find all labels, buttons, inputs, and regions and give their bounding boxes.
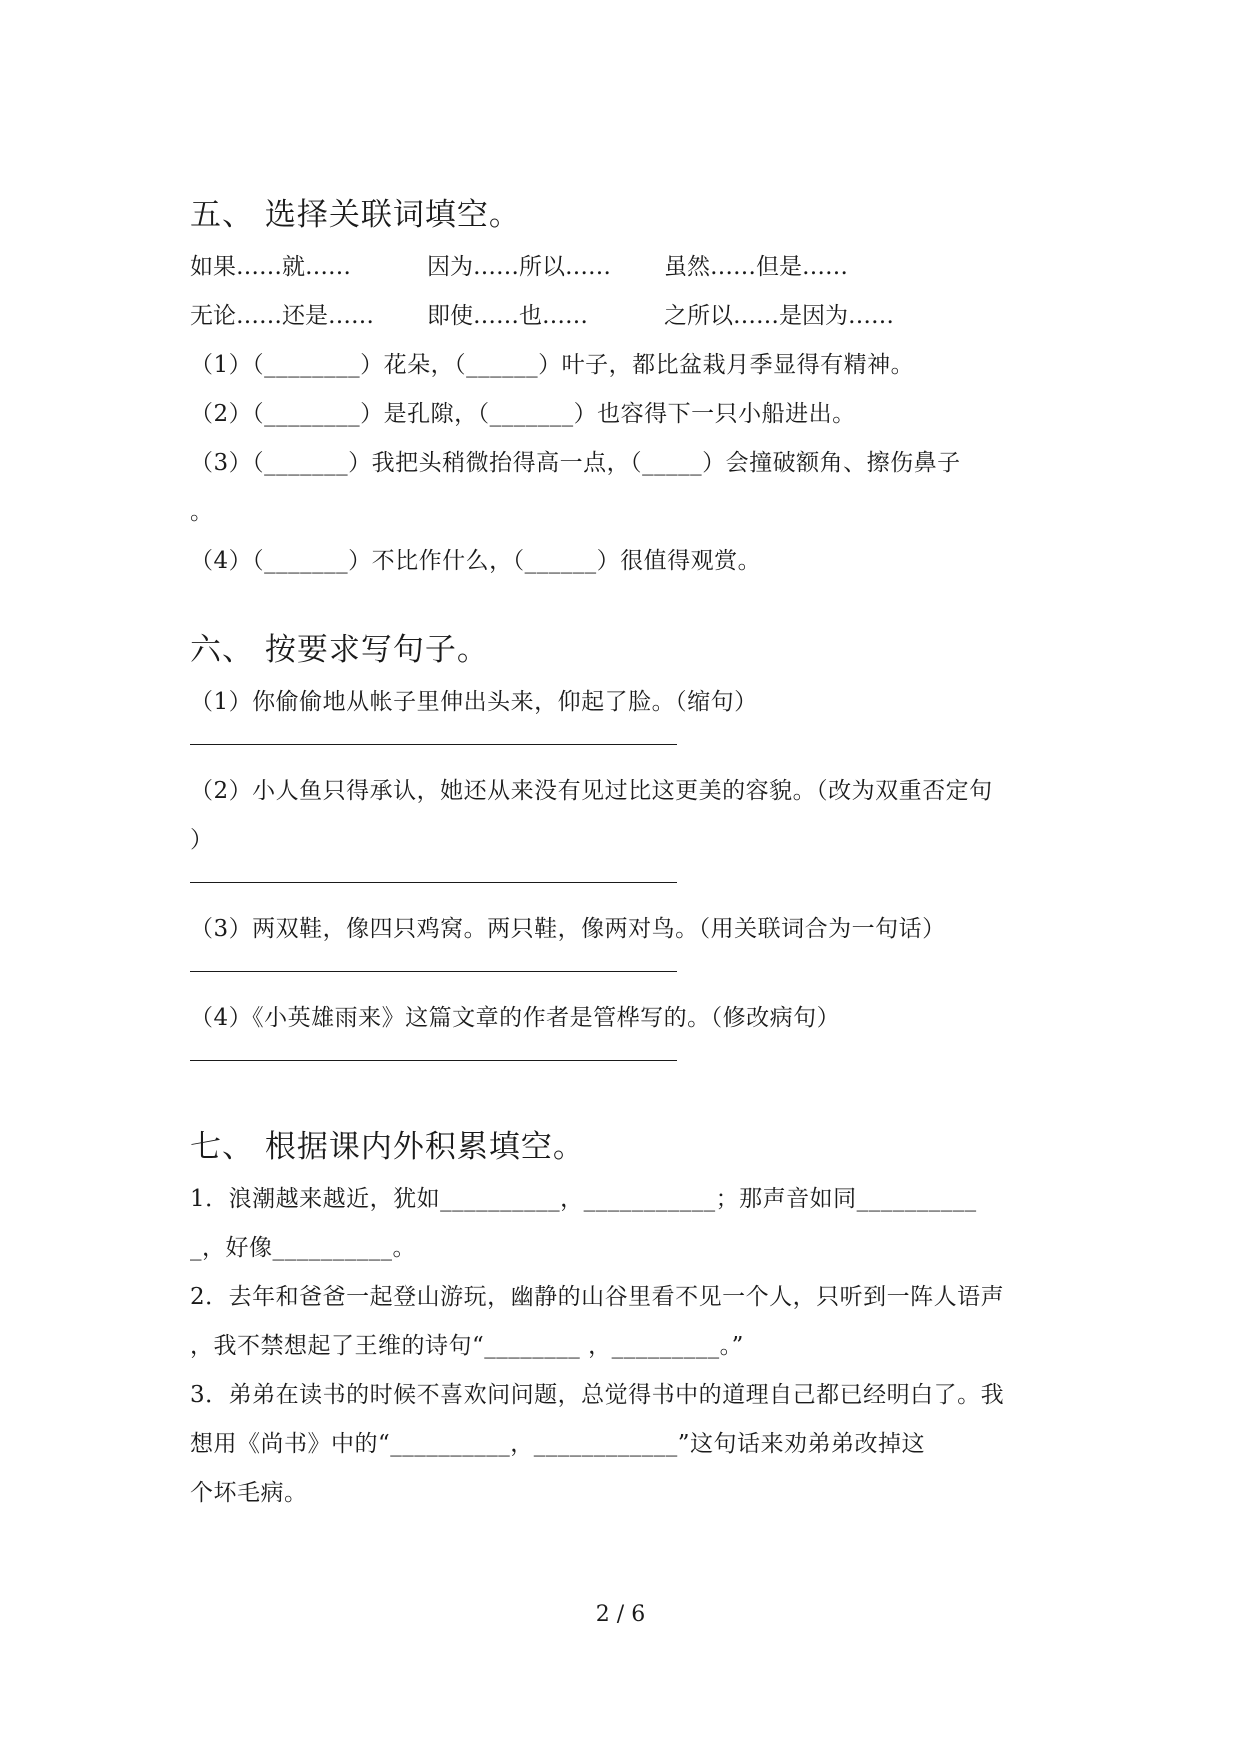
- section-5-question-3: （3）（_______）我把头稍微抬得高一点，（_____）会撞破额角、擦伤鼻子: [190, 450, 961, 476]
- section-6-question-4: （4）《小英雄雨来》这篇文章的作者是管桦写的。（修改病句）: [190, 1005, 841, 1031]
- section-6-title: 六、 按要求写句子。: [190, 632, 489, 668]
- conjunction-option: 之所以……是因为……: [664, 303, 894, 329]
- section-5-question-2: （2）（________）是孔隙，（_______）也容得下一只小船进出。: [190, 401, 856, 427]
- answer-line: [190, 882, 677, 883]
- section-7-question-3-end: 个坏毛病。: [190, 1480, 308, 1506]
- section-6-question-2-continued: ）: [190, 827, 214, 853]
- section-7-question-3-continued: 想用《尚书》中的“__________，____________”这句话来劝弟弟改掉这: [190, 1431, 926, 1457]
- conjunction-options-row-1: [190, 251, 1060, 283]
- section-5-question-4: （4）（_______）不比作什么，（______）很值得观赏。: [190, 548, 762, 574]
- answer-line: [190, 971, 677, 972]
- section-7-question-2: 2．去年和爸爸一起登山游玩，幽静的山谷里看不见一个人，只听到一阵人语声: [190, 1284, 1005, 1310]
- section-5-title: 五、 选择关联词填空。: [190, 197, 521, 233]
- section-7-question-1-continued: _，好像__________。: [190, 1235, 416, 1261]
- conjunction-option: 如果……就……: [190, 254, 351, 280]
- conjunction-option: 无论……还是……: [190, 303, 374, 329]
- worksheet-content: [190, 195, 1060, 1526]
- section-5-question-3-continued: 。: [190, 499, 214, 525]
- section-spacer: [190, 1091, 1060, 1127]
- conjunction-option: 因为……所以……: [427, 254, 611, 280]
- section-5-question-1: （1）（________）花朵，（______）叶子，都比盆栽月季显得有精神。: [190, 352, 915, 378]
- answer-line: [190, 1060, 677, 1061]
- section-spacer: [190, 594, 1060, 630]
- section-7-question-3: 3．弟弟在读书的时候不喜欢问问题，总觉得书中的道理自己都已经明白了。我: [190, 1382, 1005, 1408]
- answer-line: [190, 744, 677, 745]
- conjunction-options-row-2: [190, 300, 1060, 332]
- section-7-question-2-continued: ，我不禁想起了王维的诗句“________ ，_________。”: [190, 1333, 744, 1359]
- conjunction-option: 即使……也……: [427, 303, 588, 329]
- page-number: 2 / 6: [595, 1602, 646, 1627]
- conjunction-option: 虽然……但是……: [664, 254, 848, 280]
- section-7-title: 七、 根据课内外积累填空。: [190, 1129, 585, 1165]
- section-7-question-1: 1．浪潮越来越近，犹如__________，___________；那声音如同__________: [190, 1186, 977, 1212]
- section-6-question-2: （2）小人鱼只得承认，她还从来没有见过比这更美的容貌。（改为双重否定句: [190, 778, 993, 804]
- section-6-question-1: （1）你偷偷地从帐子里伸出头来，仰起了脸。（缩句）: [190, 689, 758, 715]
- section-6-question-3: （3）两双鞋，像四只鸡窝。两只鞋，像两对鸟。（用关联词合为一句话）: [190, 916, 946, 942]
